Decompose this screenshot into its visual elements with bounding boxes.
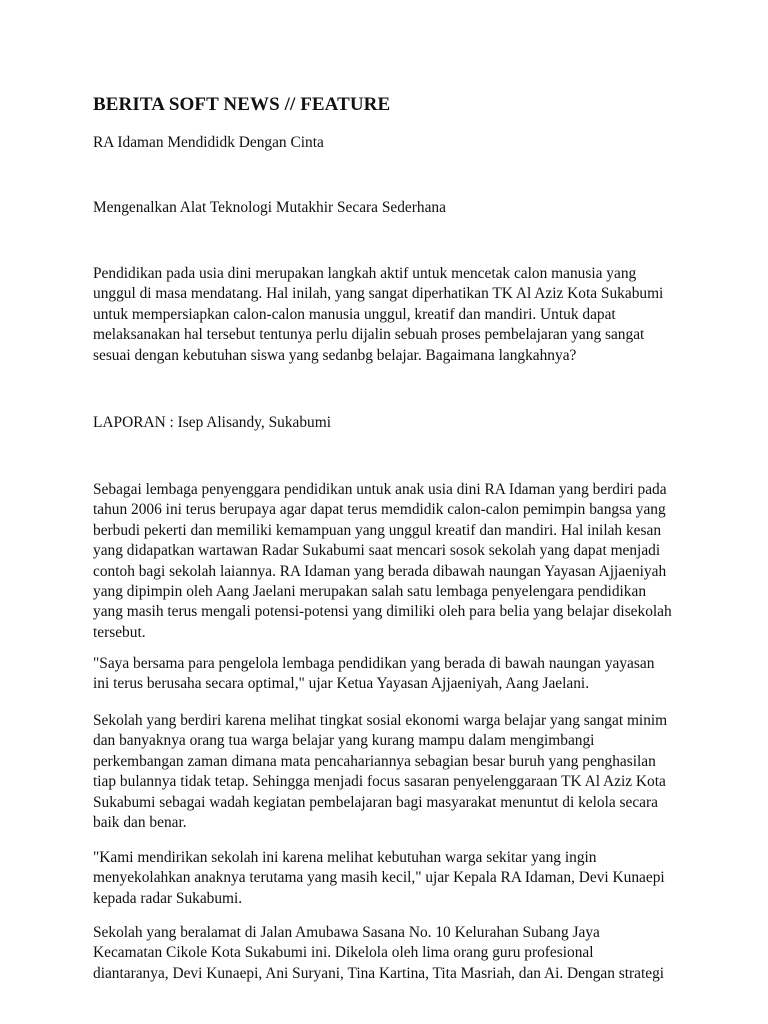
paragraph-line: tahun 2006 ini terus berupaya agar dapat terus memdidik calon-calon pemimpin bangsa yang: [93, 501, 666, 519]
paragraph-line: Sekolah yang beralamat di Jalan Amubawa Sasana No. 10 Kelurahan Subang Jaya: [93, 924, 600, 941]
paragraph-line: tersebut.: [93, 623, 146, 641]
paragraph-line: contoh bagi sekolah laiannya. RA Idaman yang berada dibawah naungan Yayasan Ajjaeniyah: [93, 562, 667, 580]
paragraph-line: menyekolahkan anaknya terutama yang masih kecil," ujar Kepala RA Idaman, Devi Kunaepi: [93, 869, 665, 887]
paragraph-line: baik dan benar.: [93, 814, 187, 832]
paragraph-line: Sebagai lembaga penyenggara pendidikan untuk anak usia dini RA Idaman yang berdiri pada: [93, 481, 667, 498]
paragraph-line: Sekolah yang berdiri karena melihat tingkat sosial ekonomi warga belajar yang sangat minim: [93, 712, 668, 729]
intro-line: Pendidikan pada usia dini merupakan langkah aktif untuk mencetak calon manusia yang: [93, 265, 637, 282]
paragraph-line: tiap bulannya tidak tetap. Sehingga menjadi focus sasaran penyelenggaraan TK Al Aziz Kota: [93, 773, 666, 791]
body-paragraph-3: [93, 711, 683, 833]
intro-line: sesuai dengan kebutuhan siswa yang sedanbg belajar. Bagaimana langkahnya?: [93, 346, 577, 364]
paragraph-line: perkembangan zaman dimana mata pencahariannya sebagian besar buruh yang penghasilan: [93, 752, 656, 770]
paragraph-line: kepada radar Sukabumi.: [93, 889, 243, 907]
paragraph-line: dan banyaknya orang tua warga belajar yang kurang mampu dalam mengimbangi: [93, 732, 595, 750]
article-tagline: Mengenalkan Alat Teknologi Mutakhir Secara Sederhana: [93, 199, 446, 216]
paragraph-line: ini terus berusaha secara optimal," ujar Ketua Yayasan Ajjaeniyah, Aang Jaelani.: [93, 675, 590, 693]
paragraph-line: Sukabumi sebagai wadah kegiatan pembelajaran bagi masyarakat menuntut di kelola secara: [93, 793, 658, 811]
document-heading: BERITA SOFT NEWS // FEATURE: [93, 94, 391, 115]
intro-paragraph: [93, 264, 683, 366]
body-paragraph-4: [93, 848, 683, 909]
paragraph-line: yang didapatkan wartawan Radar Sukabumi saat mencari sosok sekolah yang dapat menjadi: [93, 542, 661, 560]
body-paragraph-2: [93, 654, 683, 695]
paragraph-line: Kecamatan Cikole Kota Sukabumi ini. Dikelola oleh lima orang guru profesional: [93, 944, 594, 962]
byline: LAPORAN : Isep Alisandy, Sukabumi: [93, 414, 331, 431]
body-paragraph-1: [93, 480, 683, 643]
intro-line: melaksanakan hal tersebut tentunya perlu dijalin sebuah proses pembelajaran yang sangat: [93, 326, 645, 344]
paragraph-line: "Saya bersama para pengelola lembaga pendidikan yang berada di bawah naungan yayasan: [93, 655, 655, 672]
body-paragraph-5: [93, 923, 683, 984]
paragraph-line: yang dipimpin oleh Aang Jaelani merupakan salah satu lembaga penyelengara pendidikan: [93, 583, 647, 601]
intro-line: unggul di masa mendatang. Hal inilah, yang sangat diperhatikan TK Al Aziz Kota Sukabumi: [93, 285, 664, 303]
intro-line: untuk mempersiapkan calon-calon manusia unggul, kreatif dan mandiri. Untuk dapat: [93, 305, 616, 323]
paragraph-line: diantaranya, Devi Kunaepi, Ani Suryani, Tina Kartina, Tita Masriah, dan Ai. Dengan strategi: [93, 964, 665, 982]
paragraph-line: yang masih terus mengali potensi-potensi yang dimiliki oleh para belia yang belajar disekolah: [93, 603, 672, 621]
paragraph-line: berbudi pekerti dan memiliki kemampuan yang unggul kreatif dan mandiri. Hal inilah kesan: [93, 521, 662, 539]
paragraph-line: "Kami mendirikan sekolah ini karena melihat kebutuhan warga sekitar yang ingin: [93, 849, 597, 866]
article-subtitle: RA Idaman Mendididk Dengan Cinta: [93, 134, 324, 151]
